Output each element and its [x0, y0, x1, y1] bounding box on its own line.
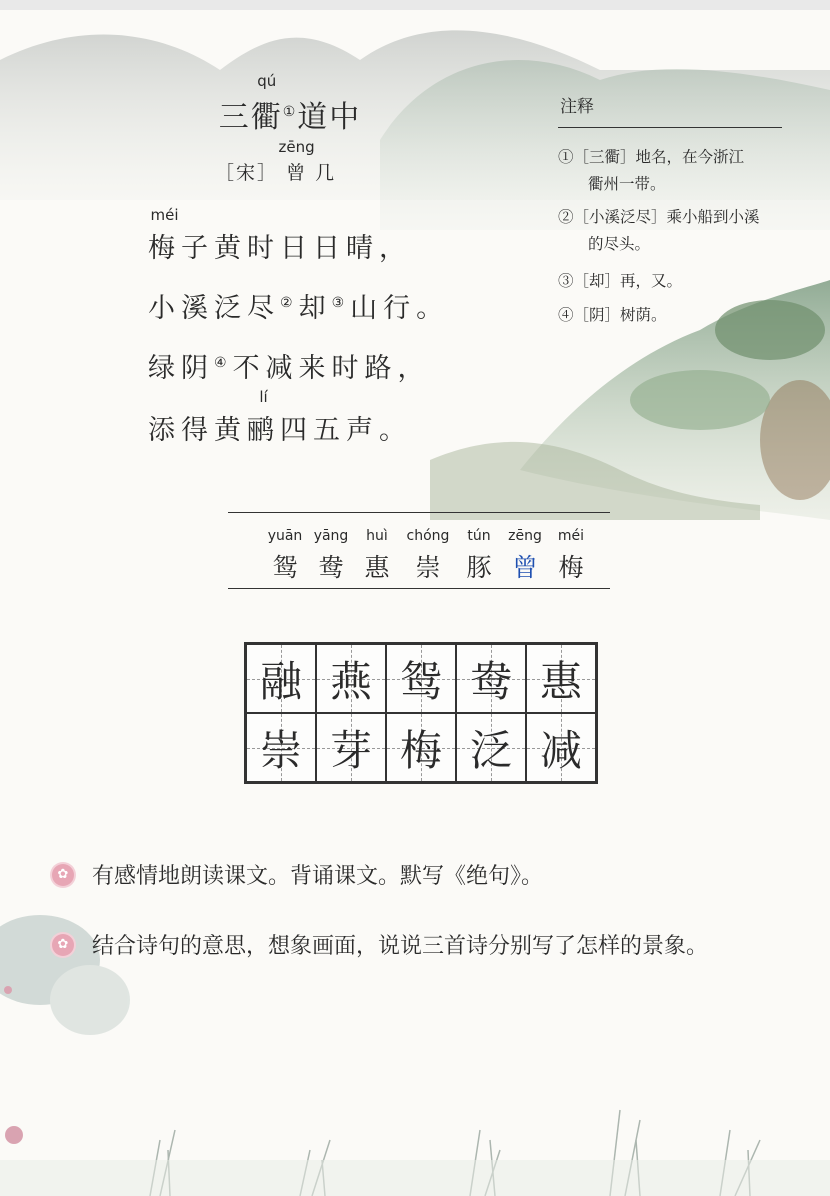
- note-marker-2: ②: [280, 295, 299, 311]
- note-1-line-b: 衢州一带。: [588, 175, 666, 193]
- grid-cell: [316, 713, 386, 782]
- line4-ruby-char: 鹂: [247, 415, 280, 446]
- author-ruby: [278, 138, 315, 185]
- new-char-pinyin: yāng: [313, 528, 349, 544]
- grid-cell: [386, 644, 456, 713]
- writing-grid: [244, 642, 598, 784]
- grid-char: 融: [259, 656, 302, 706]
- grid-char: 泛: [469, 725, 512, 775]
- note-1: [558, 144, 798, 198]
- line1-text: 子黄时日日晴，: [181, 233, 412, 264]
- grid-cell: [246, 713, 316, 782]
- line2-text-c: 山行。: [350, 293, 450, 324]
- grid-char: 鸯: [469, 656, 512, 706]
- notes-heading: 注释: [560, 97, 594, 117]
- poem-line-4: [148, 388, 412, 447]
- exercise-bullet-icon: ✿: [52, 934, 74, 956]
- poem-title: [150, 72, 430, 138]
- title-text-start: 三: [218, 100, 251, 135]
- poem-line-1: [148, 206, 412, 265]
- note-marker-3: ③: [331, 295, 351, 311]
- new-char-pinyin: yuān: [267, 528, 303, 544]
- note-marker-4: ④: [214, 355, 233, 371]
- author-dynasty: ［宋］: [215, 162, 279, 184]
- title-ruby-char: 衢: [250, 100, 283, 135]
- note-1-line-a: ①［三衢］地名，在今浙江: [558, 148, 745, 166]
- new-char-pinyin: tún: [467, 528, 491, 544]
- new-char-item: [502, 528, 548, 584]
- poem-line-3: [148, 346, 431, 385]
- author-char1: 曾: [286, 162, 308, 184]
- new-char: 鸳: [272, 553, 298, 582]
- new-char: 崇: [415, 553, 441, 582]
- notes-divider: [558, 127, 782, 128]
- line1-ruby-char: 梅: [148, 233, 181, 264]
- grid-char: 鸳: [399, 656, 442, 706]
- new-char-highlighted: 曾: [512, 553, 538, 582]
- new-char-pinyin: chóng: [406, 528, 450, 544]
- title-ruby: [250, 72, 283, 136]
- line4-text-b: 四五声。: [280, 415, 412, 446]
- note-3: ③［却］再，又。: [558, 272, 683, 290]
- char-list-bottom-rule: [228, 588, 610, 589]
- new-char-pinyin: méi: [557, 528, 585, 544]
- exercise-2: [52, 929, 708, 960]
- char-list-top-rule: [228, 512, 610, 513]
- new-char-item: [308, 528, 354, 584]
- author-pinyin: zēng: [278, 138, 315, 156]
- grid-char: 惠: [539, 656, 582, 706]
- line2-text-b: 却: [298, 293, 332, 324]
- grid-cell: [316, 644, 386, 713]
- new-char-pinyin: zēng: [508, 528, 542, 544]
- new-char-item: [262, 528, 308, 584]
- line3-text-a: 绿阴: [148, 353, 214, 384]
- exercise-1: [52, 859, 543, 890]
- author-char2: 几: [315, 162, 337, 184]
- note-2: [558, 204, 798, 258]
- line4-ruby: [247, 388, 280, 447]
- new-char-item: [354, 528, 400, 584]
- new-char: 鸯: [318, 553, 344, 582]
- note-2-line-a: ②［小溪泛尽］乘小船到小溪: [558, 208, 760, 226]
- grid-char: 崇: [259, 725, 302, 775]
- new-char-item: [456, 528, 502, 584]
- exercise-bullet-icon: ✿: [52, 864, 74, 886]
- line4-text-a: 添得黄: [148, 415, 247, 446]
- note-marker-1: ①: [282, 104, 298, 120]
- grid-char: 燕: [329, 656, 372, 706]
- note-2-line-b: 的尽头。: [588, 235, 651, 253]
- line1-ruby: [148, 206, 181, 265]
- grid-cell: [526, 644, 596, 713]
- grid-cell: [456, 644, 526, 713]
- exercise-text: 有感情地朗读课文。背诵课文。默写《绝句》。: [92, 864, 544, 889]
- title-pinyin: qú: [257, 72, 277, 90]
- poem-author: [215, 138, 337, 185]
- grid-cell: [386, 713, 456, 782]
- poem-line-2: [148, 286, 449, 325]
- exercise-text: 结合诗句的意思，想象画面，说说三首诗分别写了怎样的景象。: [92, 934, 709, 959]
- line3-text-b: 不减来时路，: [232, 353, 431, 384]
- grid-cell: [456, 713, 526, 782]
- new-char-pinyin: huì: [366, 528, 388, 544]
- new-char: 豚: [466, 553, 492, 582]
- grid-cell: [526, 713, 596, 782]
- line1-pinyin: méi: [150, 206, 179, 224]
- title-text-end: 道中: [297, 100, 362, 135]
- grid-char: 梅: [399, 725, 442, 775]
- new-char-item: [400, 528, 456, 584]
- new-char-item: [548, 528, 594, 584]
- new-char-list: [262, 528, 594, 584]
- line2-text-a: 小溪泛尽: [148, 293, 280, 324]
- note-4: ④［阴］树荫。: [558, 306, 667, 324]
- grid-char: 芽: [329, 725, 372, 775]
- new-char: 惠: [364, 553, 390, 582]
- grid-char: 减: [539, 725, 582, 775]
- grid-cell: [246, 644, 316, 713]
- line4-pinyin: lí: [259, 388, 268, 406]
- new-char: 梅: [558, 553, 584, 582]
